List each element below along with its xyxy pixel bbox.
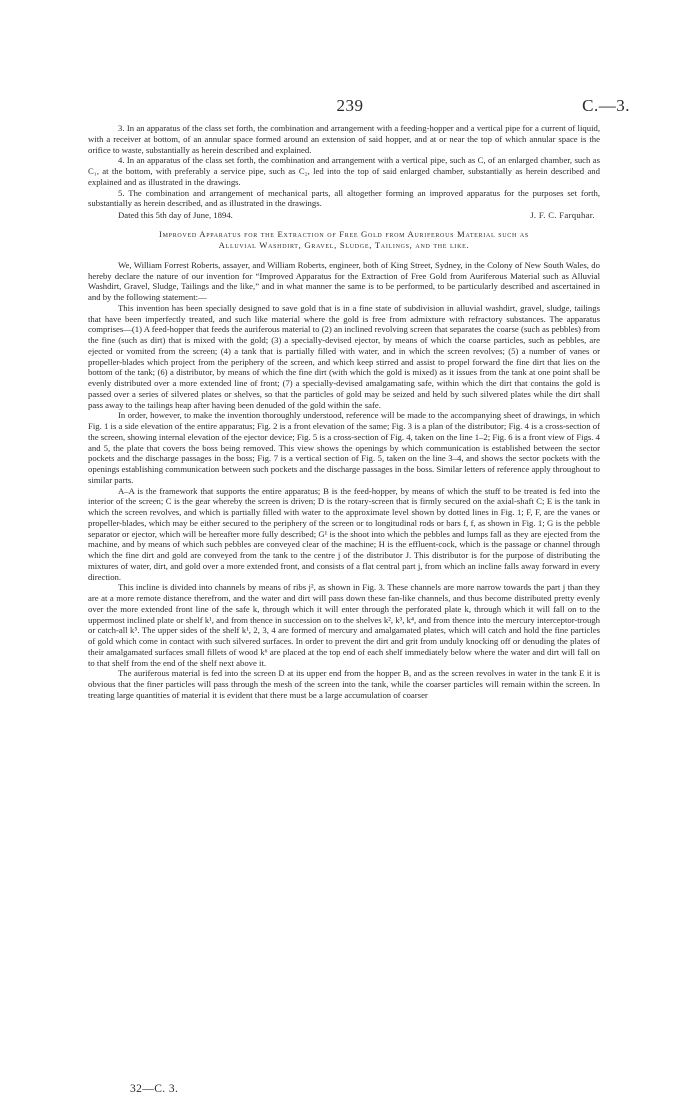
body-text xyxy=(88,123,600,701)
page-number: 239 xyxy=(336,96,364,115)
claim-3: 3. In an apparatus of the class set forth, the combination and arrangement with a feeding-hopper and a vertical pipe for a current of liquid, with a receiver at bottom, of an annular space formed around an extension of said hopper, and at or near the top of which annular space is the orifice to waste, substantially as herein described and explained. xyxy=(88,123,600,155)
claim-4: 4. In an apparatus of the class set forth, the combination and arrangement with a vertical pipe, such as C, of an enlarged chamber, such as C₁, at the bottom, with preferably a service pipe, such as C₂, led into the top of said enlarged chamber, substantially as herein described and explained and as illustrated in the drawings. xyxy=(88,155,600,187)
dated-line xyxy=(88,210,600,221)
dated-text: Dated this 5th day of June, 1894. xyxy=(118,210,233,220)
claim-5: 5. The combination and arrangement of mechanical parts, all altogether forming an improved apparatus for the purposes set forth, substantially as herein described, and as illustrated in the drawings. xyxy=(88,187,600,209)
paragraph-feed: The auriferous material is fed into the screen D at its upper end from the hopper B, and as the screen revolves in water in the tank E it is obvious that the finer particles will pass through the mesh of the screen into the tank, while the coarser particles will remain within the screen. In treating large quantities of material it is evident that there must be a large accumulation of coarser xyxy=(88,668,600,700)
paragraph-declaration: We, William Forrest Roberts, assayer, and William Roberts, engineer, both of King Street, Sydney, in the Colony of New South Wales, do hereby declare the nature of our invention for “Improved Apparatus for the Extraction of Free Gold from Auriferous Material such as Alluvial Washdirt, Gravel, Sludge, Tailings and the like,” and in what manner the same is to be performed, to be particularly described and ascertained in and by the following statement:— xyxy=(88,259,600,302)
heading-line-1: Improved Apparatus for the Extraction of Free Gold from Auriferous Material such as xyxy=(159,228,529,239)
section-reference: C.—3. xyxy=(582,96,630,115)
paragraph-description: This invention has been specially designed to save gold that is in a fine state of subdivision in alluvial washdirt, gravel, sludge, tailings that have been imperfectly treated, and such like material where the gold is free from admixture with refractory substances. The apparatus comprises—(1) A feed-hopper that feeds the auriferous material to (2) an inclined revolving screen that separates the coarse (such as pebbles) from the fine (such as dirt) that is mixed with the gold; (3) a specially-devised ejector, by means of which the coarse particles, such as pebbles, are ejected or vomited from the screen; (4) a tank that is partially filled with water, and in which the screen revolves; (5) a number of vanes or propeller-blades which project from the periphery of the screen, and which keep stirred and assist to propel forward the fine dirt that lies on the bottom of the tank; (6) a distributor, by means of which the fine dirt (with which the gold is mixed) as it issues from the tank at one point shall be evenly distributed over a more extended line of front; (7) a specially-devised amalgamating safe, within which the dirt that contains the gold is passed over a series of silvered plates or shelves, so that the particles of gold may be seized and held by such silvered plates while the dirt shall pass away to the tailings heap after having been denuded of the gold within the safe. xyxy=(88,302,600,410)
patent-heading xyxy=(88,229,600,251)
signature: J. F. C. Farquhar. xyxy=(530,210,595,220)
heading-line-2: Alluvial Washdirt, Gravel, Sludge, Tailings, and the like. xyxy=(218,239,470,250)
footer-signature-mark: 32—C. 3. xyxy=(130,1083,179,1095)
paragraph-figures: In order, however, to make the invention thoroughly understood, reference will be made to the accompanying sheet of drawings, in which Fig. 1 is a side elevation of the entire apparatus; Fig. 2 is a front elevation of the same; Fig. 3 is a plan of the distributor; Fig. 4 is a cross-section of the screen, showing internal elevation of the ejector device; Fig. 5 is a cross-section of Fig. 4, taken on the line 1–2; Fig. 6 is a front view of Figs. 4 and 5, the plate that covers the boss being removed. This view shows the openings by which communication is established between the sector pockets and the discharge passages in the boss; Fig. 7 is a vertical section of Fig. 5, taken on the line 3–4, and shows the sector pockets with the openings establishing communication between such pockets and the discharge passages in the boss. Similar letters of reference apply throughout to similar parts. xyxy=(88,410,600,485)
paragraph-parts: A–A is the framework that supports the entire apparatus; B is the feed-hopper, by means of which the stuff to be treated is fed into the interior of the screen; C is the gear whereby the screen is driven; D is the rotary-screen that is firmly secured on the axial-shaft C; E is the tank in which the screen revolves, and which is partially filled with water to the approximate level shown by dotted lines in Fig. 1; F, F, are the vanes or propeller-blades, which may be either secured to the periphery of the screen or to longitudinal rods or bars f, f, as shown in Fig. 1; G is the pebble separator or ejector, which will be hereafter more fully described; G¹ is the shoot into which the pebbles and lumps fall as they are ejected from the machine, and by means of which such pebbles are conveyed clear of the machine; H is the effluent-cock, which is the passage or channel through which the fine dirt and gold are conveyed from the tank to the centre j of the distributor J. This distributor is for the purpose of distributing the mixtures of water, dirt, and gold over a more extended front, and consists of a flat central part j, from which an incline falls away forward in every direction. xyxy=(88,485,600,582)
paragraph-incline: This incline is divided into channels by means of ribs j², as shown in Fig. 3. These channels are more narrow towards the part j than they are at a more remote distance therefrom, and the water and dirt will pass down these fan-like channels, and thus become distributed pretty evenly over the more extended front line of the safe k, through which it will enter through the perforated plate k, through which it will fall on to the uppermost inclined plate or shelf k¹, and from thence in succession on to the shelves k², k³, k⁴, and from thence into the mercury interceptor-trough or catch-all k⁵. The upper sides of the shelf k¹, 2, 3, 4 are formed of mercury and amalgamated plates, which will catch and hold the fine particles of gold which come in contact with such silvered surfaces. In order to prevent the dirt and grit from unduly knocking off or denuding the plates of their amalgamated surfaces small fillets of wood k⁶ are placed at the top end of each shelf immediately below where the water and dirt will fall on to that shelf from the end of the shelf next above it. xyxy=(88,582,600,668)
